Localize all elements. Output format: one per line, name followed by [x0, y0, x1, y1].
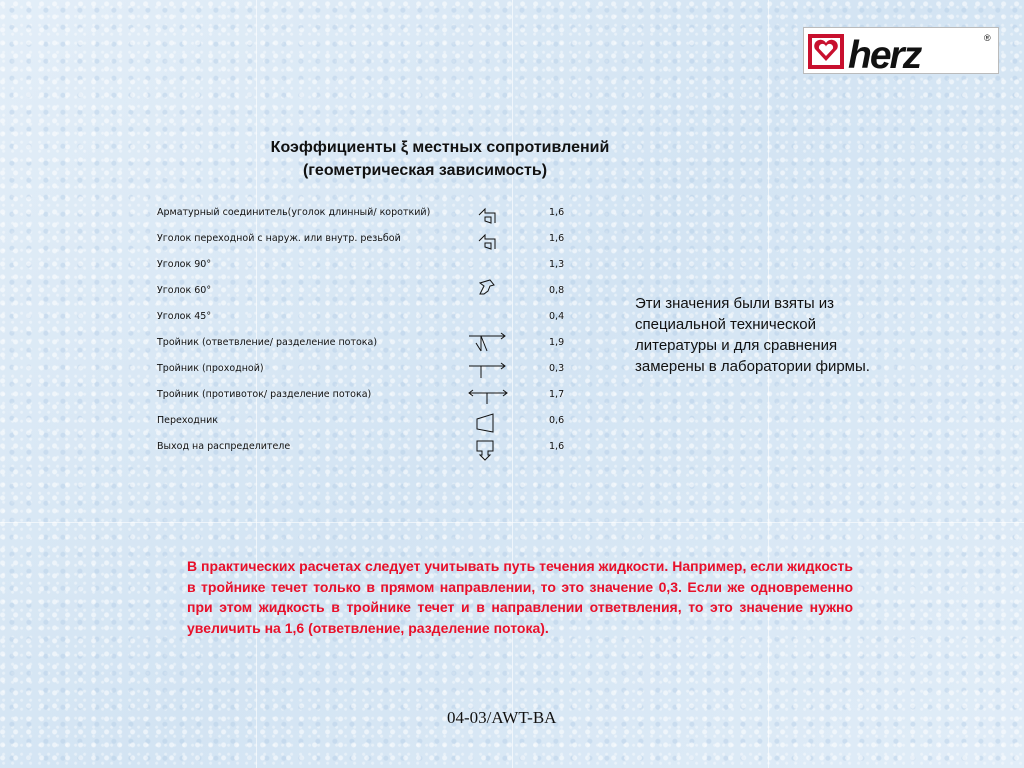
reducer-icon — [475, 413, 497, 437]
registered-mark: ® — [984, 33, 991, 43]
page-title — [210, 136, 670, 182]
row-value: 1,6 — [549, 207, 565, 218]
table-row — [157, 307, 577, 333]
row-value: 1,3 — [549, 259, 565, 270]
document-code: 04-03/AWT-BA — [447, 708, 557, 727]
elbow-fitting-icon — [477, 232, 497, 254]
logo-wordmark: herz — [848, 34, 921, 75]
source-note: Эти значения были взяты из специальной технической литературы и для сравнения замерены в лаборатории фирмы. — [635, 295, 870, 375]
practical-remark: В практических расчетах следует учитывать путь течения жидкости. Например, если жидкость в тройнике течет только в прямом направлении, то это значение 0,3. Если же одновременно при этом жидкость в тройнике течет и в направлении ответвления, то это значение нужно увеличить на 1,6 (ответвление, разделение потока). — [187, 558, 853, 636]
table-row — [157, 281, 577, 307]
row-label: Переходник — [157, 415, 218, 426]
table-row — [157, 203, 577, 229]
background-grid-line — [0, 522, 1024, 523]
row-value: 0,4 — [549, 311, 565, 322]
row-label: Уголок 45° — [157, 311, 212, 322]
manifold-outlet-icon — [475, 439, 497, 465]
row-value: 1,7 — [549, 389, 565, 400]
angled-elbow-icon — [477, 278, 497, 300]
row-value: 0,6 — [549, 415, 565, 426]
tee-branch-icon — [467, 331, 511, 357]
table-row — [157, 229, 577, 255]
row-label: Тройник (противоток/ разделение потока) — [157, 389, 372, 400]
row-label: Уголок переходной с наруж. или внутр. резьбой — [157, 233, 401, 244]
row-label: Тройник (ответвление/ разделение потока) — [157, 337, 378, 348]
table-row — [157, 359, 577, 385]
row-value: 1,6 — [549, 441, 565, 452]
row-label: Арматурный соединитель(уголок длинный/ короткий) — [157, 207, 431, 218]
elbow-fitting-icon — [477, 206, 497, 228]
background-grid-line — [768, 0, 769, 768]
herz-logo — [803, 27, 999, 74]
tee-counterflow-icon — [467, 385, 511, 409]
table-row — [157, 385, 577, 411]
title-line-1: Коэффициенты ξ местных сопротивлений — [270, 139, 610, 156]
row-label: Уголок 60° — [157, 285, 212, 296]
table-row — [157, 333, 577, 359]
row-value: 1,9 — [549, 337, 565, 348]
row-value: 0,3 — [549, 363, 565, 374]
row-label: Тройник (проходной) — [157, 363, 264, 374]
row-value: 1,6 — [549, 233, 565, 244]
table-row — [157, 255, 577, 281]
row-value: 0,8 — [549, 285, 565, 296]
title-line-2: (геометрическая зависимость) — [302, 162, 548, 179]
row-label: Уголок 90° — [157, 259, 212, 270]
table-row — [157, 437, 577, 463]
table-row — [157, 411, 577, 437]
row-label: Выход на распределителе — [157, 441, 291, 452]
tee-through-icon — [467, 361, 511, 383]
